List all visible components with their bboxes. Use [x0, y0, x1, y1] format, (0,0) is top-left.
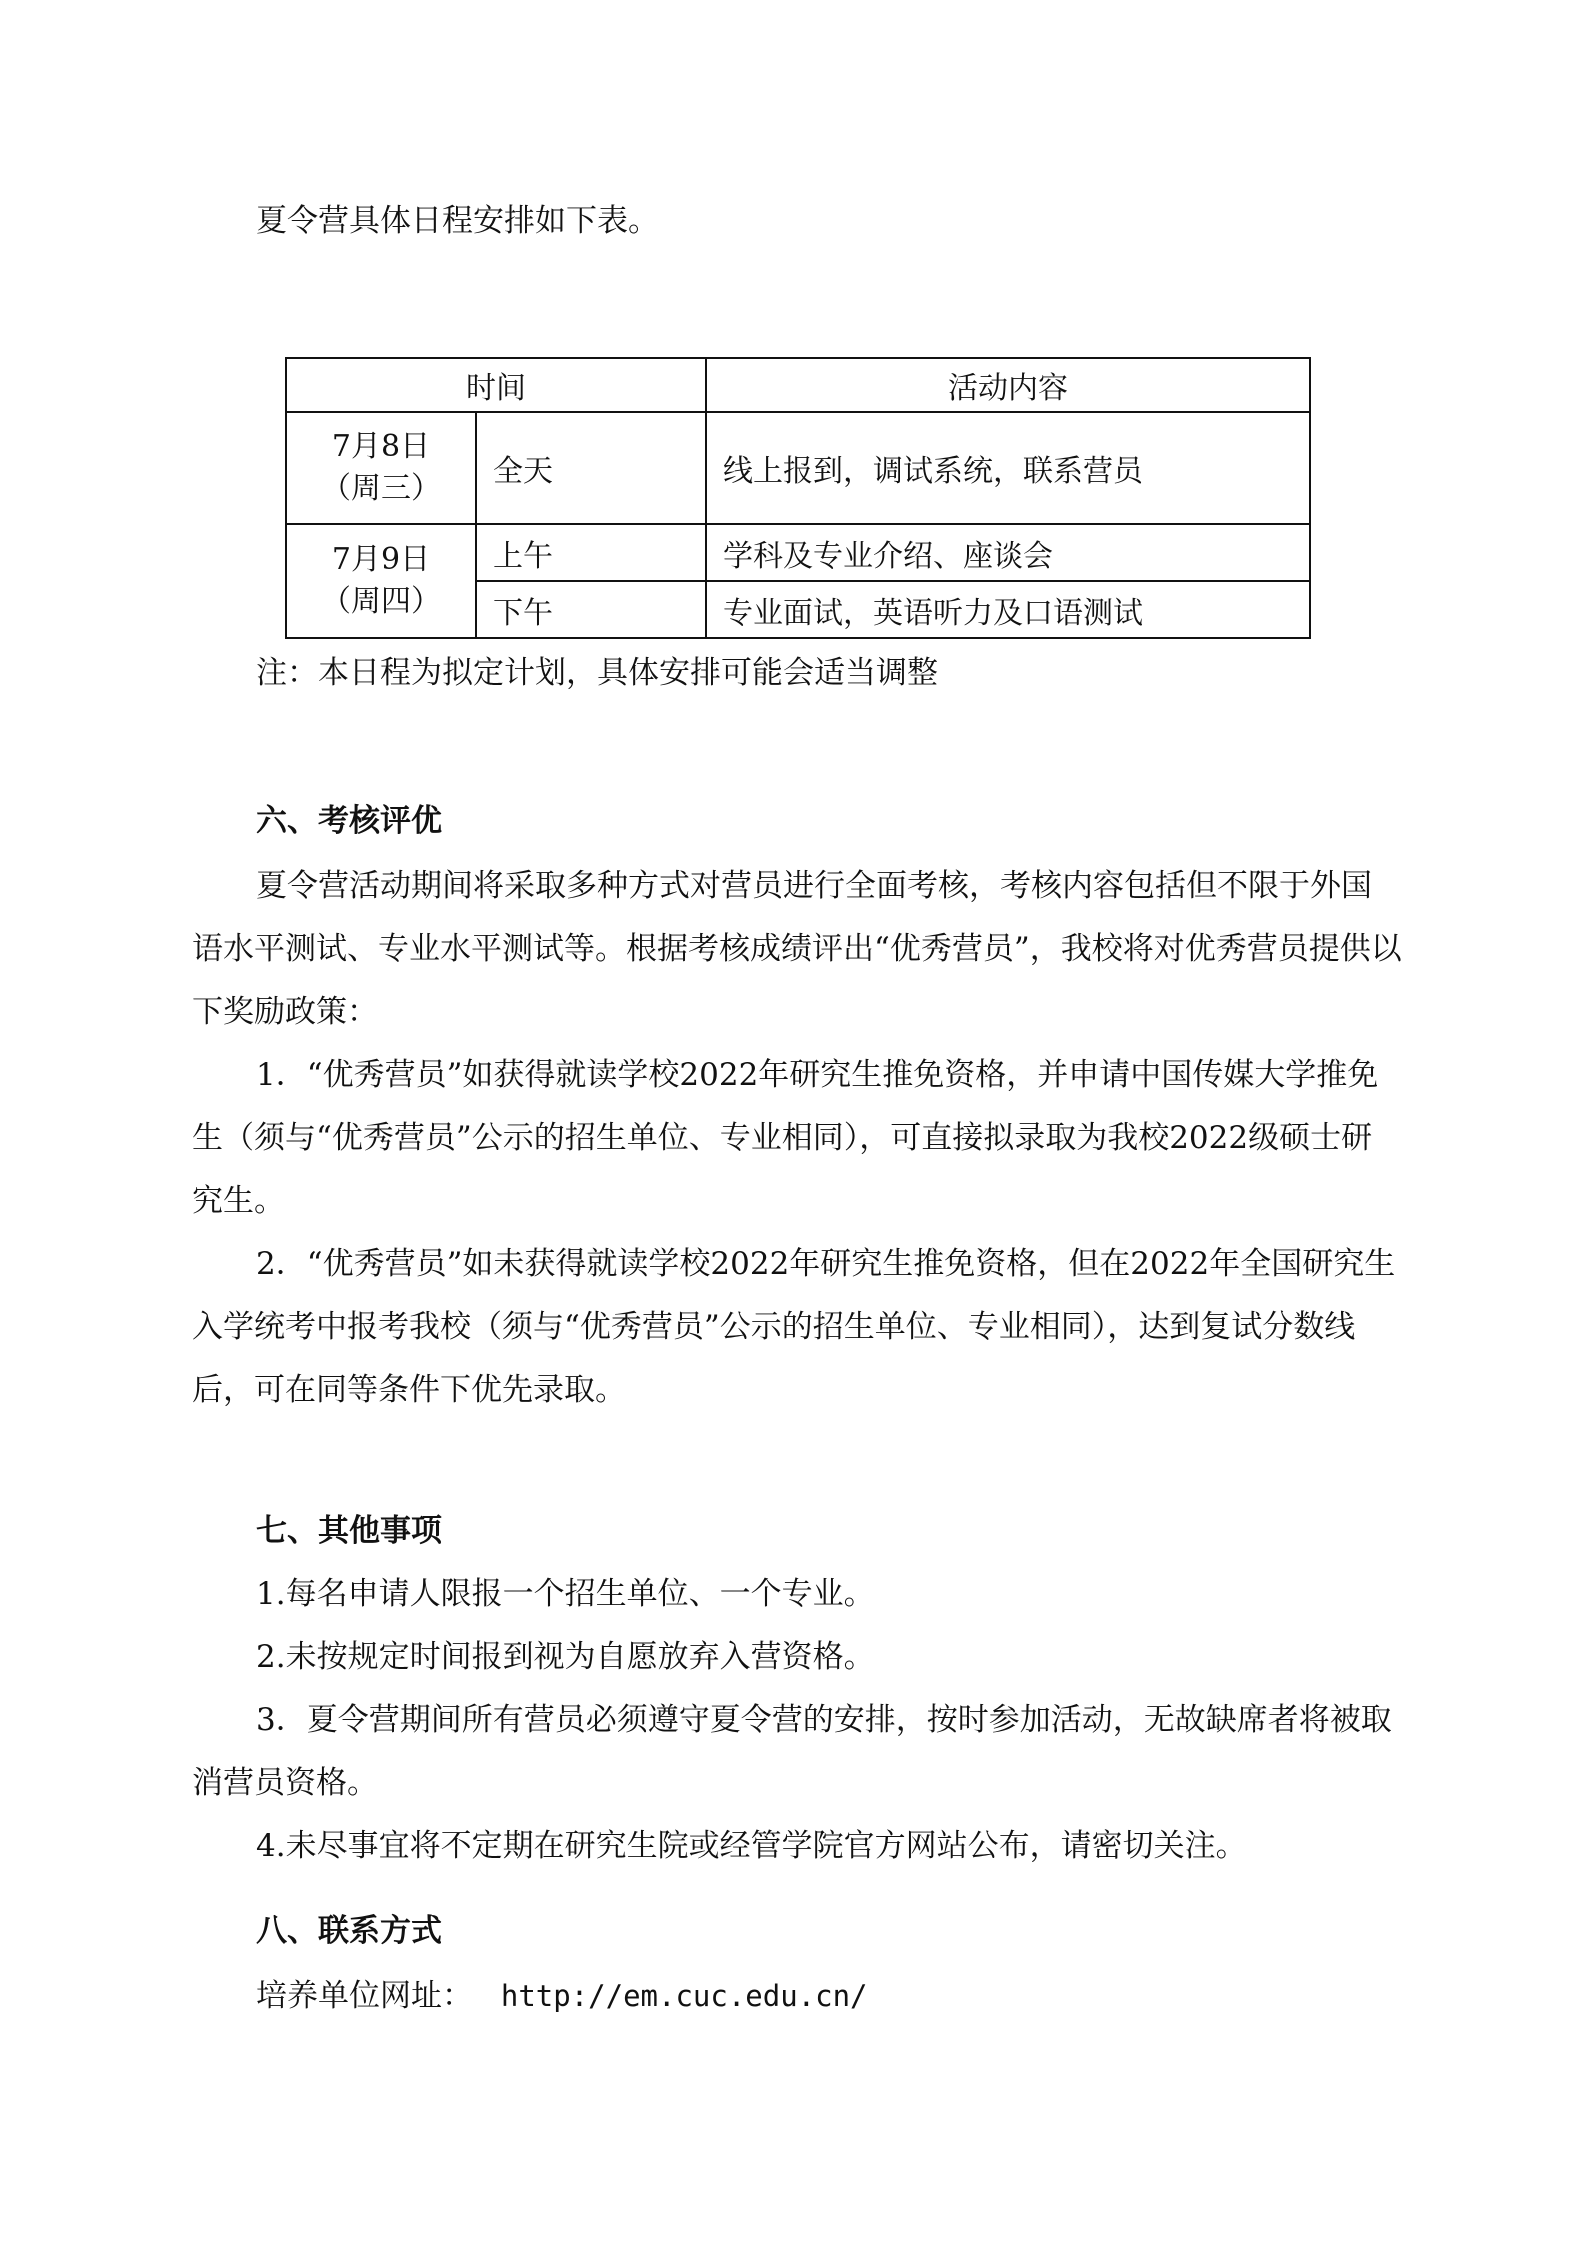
paragraph: 夏令营活动期间将采取多种方式对营员进行全面考核，考核内容包括但不限于外国语水平测试、专业水平测试等。根据考核成绩评出“优秀营员”，我校将对优秀营员提供以下奖励政策：: [192, 868, 1402, 1030]
slot-cell: 上午: [476, 524, 706, 581]
section-heading: 六、考核评优: [256, 803, 442, 839]
section-heading: 七、其他事项: [256, 1513, 442, 1549]
website-line: [192, 1965, 1402, 2028]
paragraph: 4.未尽事宜将不定期在研究生院或经管学院官方网站公布，请密切关注。: [256, 1828, 1247, 1864]
header-time: 时间: [286, 358, 706, 412]
table-header-row: [286, 358, 1310, 412]
paragraph: 1．“优秀营员”如获得就读学校2022年研究生推免资格，并申请中国传媒大学推免生（须与“优秀营员”公示的招生单位、专业相同），可直接拟录取为我校2022级硕士研究生。: [192, 1057, 1379, 1219]
section-assessment: [192, 790, 1402, 1422]
section-heading: 八、联系方式: [256, 1913, 442, 1949]
header-activity: 活动内容: [706, 358, 1310, 412]
table-row: [286, 412, 1310, 524]
section-contact: [192, 1900, 1402, 2028]
paragraph: 2.未按规定时间报到视为自愿放弃入营资格。: [256, 1639, 875, 1675]
website-label: 培养单位网址：: [256, 1978, 473, 2014]
table-row: [286, 524, 1310, 581]
paragraph: 2．“优秀营员”如未获得就读学校2022年研究生推免资格，但在2022年全国研究生入学统考中报考我校（须与“优秀营员”公示的招生单位、专业相同），达到复试分数线后，可在同等条件下优先录取。: [192, 1246, 1396, 1408]
slot-cell: 全天: [476, 412, 706, 524]
paragraph: 1.每名申请人限报一个招生单位、一个专业。: [256, 1576, 875, 1612]
activity-cell: 线上报到，调试系统，联系营员: [706, 412, 1310, 524]
date-cell: [286, 412, 476, 524]
website-link[interactable]: http://em.cuc.edu.cn/: [500, 1979, 868, 2013]
date-cell: [286, 524, 476, 638]
section-other: [192, 1500, 1402, 1878]
activity-cell: 专业面试，英语听力及口语测试: [706, 581, 1310, 638]
slot-cell: 下午: [476, 581, 706, 638]
date-text: 7月9日: [331, 542, 431, 577]
date-text: 7月8日: [331, 429, 431, 464]
weekday-text: （周三）: [321, 471, 441, 506]
activity-cell: 学科及专业介绍、座谈会: [706, 524, 1310, 581]
paragraph: 3．夏令营期间所有营员必须遵守夏令营的安排，按时参加活动，无故缺席者将被取消营员资格。: [192, 1702, 1392, 1801]
schedule-note: 注：本日程为拟定计划，具体安排可能会适当调整: [256, 655, 938, 691]
schedule-intro: 夏令营具体日程安排如下表。: [256, 203, 659, 239]
weekday-text: （周四）: [321, 584, 441, 619]
schedule-table: [285, 357, 1311, 639]
